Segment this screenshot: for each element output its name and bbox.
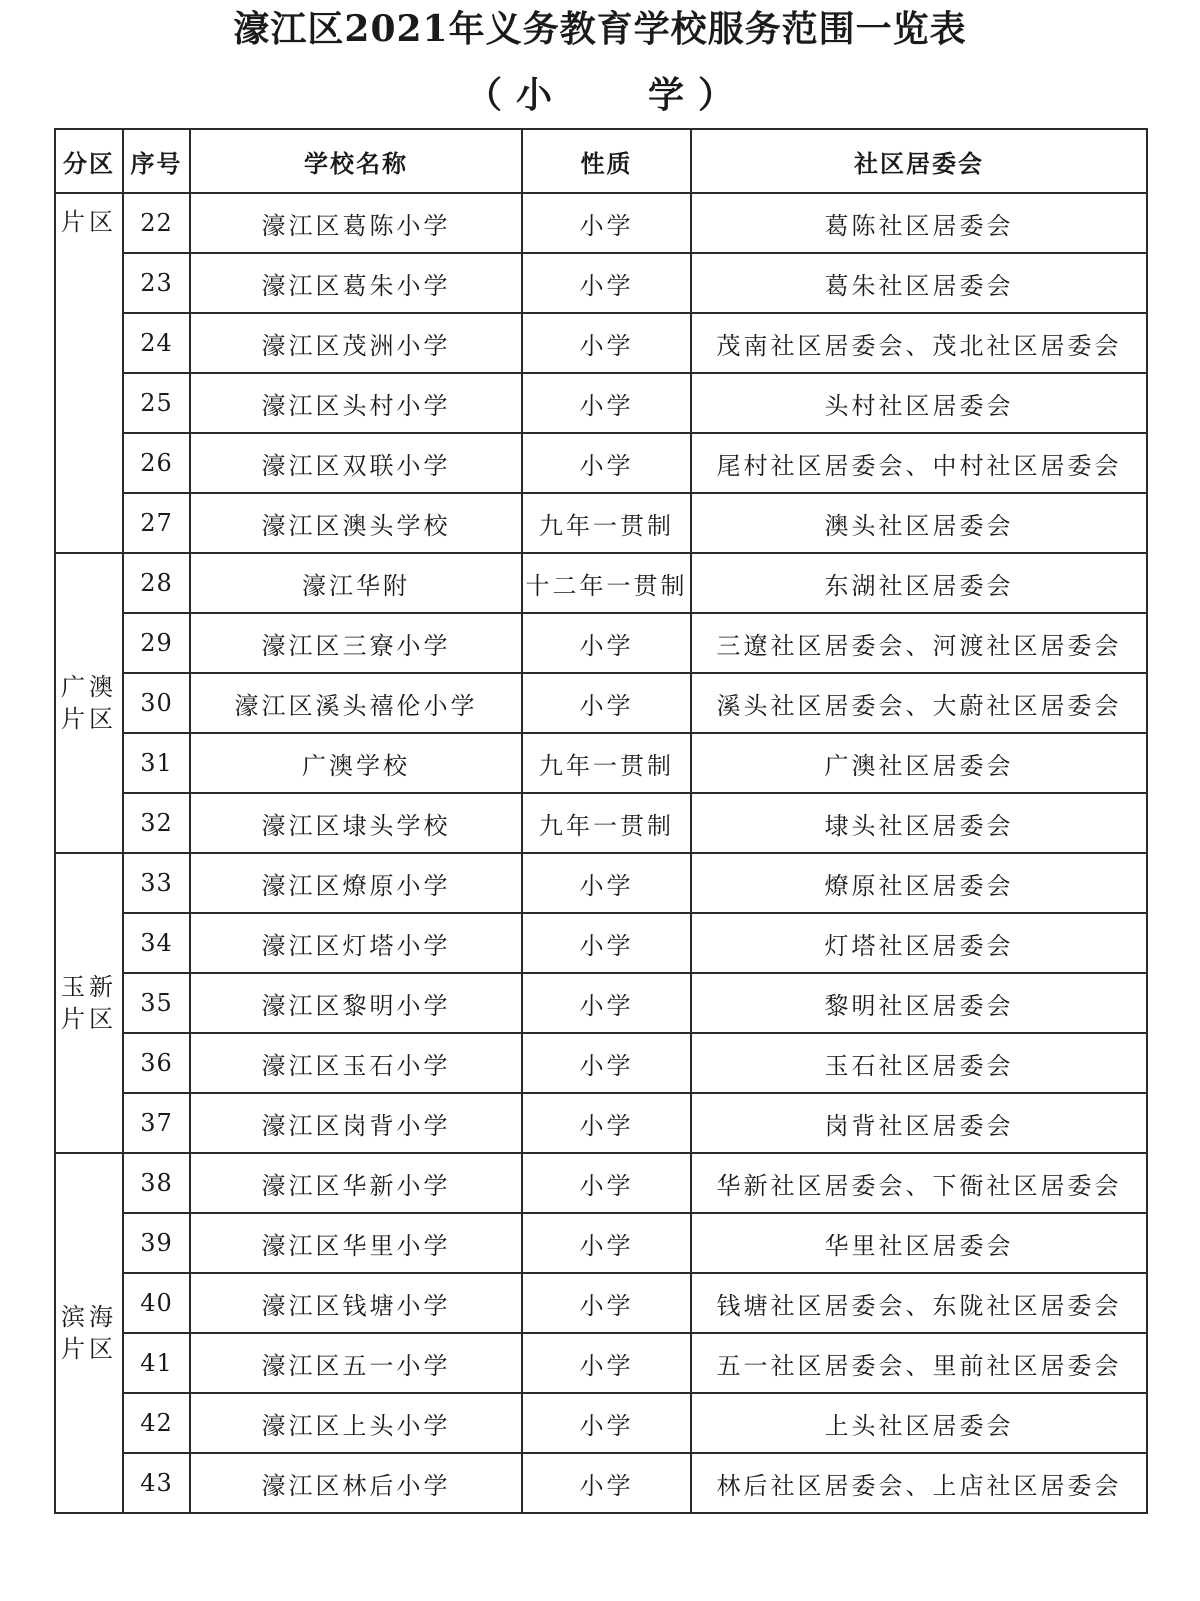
table-row	[55, 1213, 1147, 1273]
header-school-type: 性质	[522, 129, 691, 193]
school-name: 濠江区钱塘小学	[190, 1273, 522, 1333]
community: 林后社区居委会、上店社区居委会	[691, 1453, 1147, 1513]
table-row	[55, 373, 1147, 433]
row-number: 32	[123, 793, 190, 853]
school-name: 广澳学校	[190, 733, 522, 793]
community: 广澳社区居委会	[691, 733, 1147, 793]
school-name: 濠江区上头小学	[190, 1393, 522, 1453]
table-row	[55, 733, 1147, 793]
row-number: 35	[123, 973, 190, 1033]
school-type: 小学	[522, 913, 691, 973]
school-name: 濠江区埭头学校	[190, 793, 522, 853]
school-name: 濠江区溪头禧伦小学	[190, 673, 522, 733]
subtitle-open-paren: （	[465, 74, 502, 116]
community: 钱塘社区居委会、东陇社区居委会	[691, 1273, 1147, 1333]
district-label: 广澳片区	[60, 673, 117, 733]
school-type: 小学	[522, 853, 691, 913]
school-type: 小学	[522, 1453, 691, 1513]
community: 头村社区居委会	[691, 373, 1147, 433]
community: 茂南社区居委会、茂北社区居委会	[691, 313, 1147, 373]
school-name: 濠江区华里小学	[190, 1213, 522, 1273]
community: 上头社区居委会	[691, 1393, 1147, 1453]
row-number: 42	[123, 1393, 190, 1453]
document-title: 濠江区2021年义务教育学校服务范围一览表	[233, 8, 967, 50]
row-number: 37	[123, 1093, 190, 1153]
table-row	[55, 313, 1147, 373]
school-type: 小学	[522, 433, 691, 493]
table-row	[55, 973, 1147, 1033]
school-name: 濠江区头村小学	[190, 373, 522, 433]
row-number: 30	[123, 673, 190, 733]
school-name: 濠江区华新小学	[190, 1153, 522, 1213]
school-type: 小学	[522, 973, 691, 1033]
row-number: 25	[123, 373, 190, 433]
community: 华新社区居委会、下衙社区居委会	[691, 1153, 1147, 1213]
table-row	[55, 1153, 1147, 1213]
row-number: 33	[123, 853, 190, 913]
row-number: 24	[123, 313, 190, 373]
table-row	[55, 1093, 1147, 1153]
school-name: 濠江区黎明小学	[190, 973, 522, 1033]
school-name: 濠江区灯塔小学	[190, 913, 522, 973]
community: 灯塔社区居委会	[691, 913, 1147, 973]
school-type: 小学	[522, 313, 691, 373]
school-name: 濠江区葛朱小学	[190, 253, 522, 313]
subtitle-close-paren: ）	[698, 74, 735, 116]
school-name: 濠江区五一小学	[190, 1333, 522, 1393]
table-row	[55, 1453, 1147, 1513]
table-row	[55, 673, 1147, 733]
community: 尾村社区居委会、中村社区居委会	[691, 433, 1147, 493]
community: 澳头社区居委会	[691, 493, 1147, 553]
row-number: 27	[123, 493, 190, 553]
school-type: 九年一贯制	[522, 493, 691, 553]
district-cell	[55, 853, 123, 1153]
row-number: 28	[123, 553, 190, 613]
community: 燎原社区居委会	[691, 853, 1147, 913]
table-row	[55, 1273, 1147, 1333]
school-type: 十二年一贯制	[522, 553, 691, 613]
table-row	[55, 1033, 1147, 1093]
school-name: 濠江华附	[190, 553, 522, 613]
school-type: 小学	[522, 253, 691, 313]
school-type: 小学	[522, 193, 691, 253]
district-label: 玉新片区	[60, 973, 117, 1033]
school-name: 濠江区林后小学	[190, 1453, 522, 1513]
community: 五一社区居委会、里前社区居委会	[691, 1333, 1147, 1393]
table-row	[55, 913, 1147, 973]
community: 黎明社区居委会	[691, 973, 1147, 1033]
header-community: 社区居委会	[691, 129, 1147, 193]
community: 岗背社区居委会	[691, 1093, 1147, 1153]
row-number: 22	[123, 193, 190, 253]
school-type: 九年一贯制	[522, 793, 691, 853]
row-number: 39	[123, 1213, 190, 1273]
district-cell	[55, 1153, 123, 1513]
row-number: 40	[123, 1273, 190, 1333]
school-type: 小学	[522, 1033, 691, 1093]
school-type: 小学	[522, 613, 691, 673]
table-row	[55, 853, 1147, 913]
school-name: 濠江区岗背小学	[190, 1093, 522, 1153]
school-name: 濠江区燎原小学	[190, 853, 522, 913]
row-number: 31	[123, 733, 190, 793]
community: 玉石社区居委会	[691, 1033, 1147, 1093]
community: 三遼社区居委会、河渡社区居委会	[691, 613, 1147, 673]
table-row	[55, 793, 1147, 853]
row-number: 26	[123, 433, 190, 493]
school-type: 小学	[522, 1333, 691, 1393]
district-label: 片区	[60, 208, 117, 236]
district-cell	[55, 553, 123, 853]
row-number: 23	[123, 253, 190, 313]
table-header-row	[55, 129, 1147, 193]
community: 东湖社区居委会	[691, 553, 1147, 613]
row-number: 38	[123, 1153, 190, 1213]
row-number: 34	[123, 913, 190, 973]
school-type: 小学	[522, 1153, 691, 1213]
row-number: 29	[123, 613, 190, 673]
district-cell	[55, 193, 123, 553]
school-type: 小学	[522, 1273, 691, 1333]
school-type: 小学	[522, 373, 691, 433]
school-name: 濠江区三寮小学	[190, 613, 522, 673]
school-type: 小学	[522, 1393, 691, 1453]
district-label: 滨海片区	[60, 1303, 117, 1363]
table-row	[55, 553, 1147, 613]
table-row	[55, 1333, 1147, 1393]
school-type: 小学	[522, 1213, 691, 1273]
community: 溪头社区居委会、大蔚社区居委会	[691, 673, 1147, 733]
school-scope-table	[54, 128, 1148, 1514]
community: 埭头社区居委会	[691, 793, 1147, 853]
table-row	[55, 253, 1147, 313]
table-row	[55, 613, 1147, 673]
community: 葛陈社区居委会	[691, 193, 1147, 253]
header-district: 分区	[55, 129, 123, 193]
row-number: 43	[123, 1453, 190, 1513]
table-row	[55, 1393, 1147, 1453]
row-number: 41	[123, 1333, 190, 1393]
subtitle-word-1: 小	[515, 74, 552, 116]
school-name: 濠江区玉石小学	[190, 1033, 522, 1093]
school-name: 濠江区双联小学	[190, 433, 522, 493]
community: 华里社区居委会	[691, 1213, 1147, 1273]
table-row	[55, 433, 1147, 493]
header-school-name: 学校名称	[190, 129, 522, 193]
school-type: 九年一贯制	[522, 733, 691, 793]
school-type: 小学	[522, 1093, 691, 1153]
subtitle-word-2: 学	[648, 74, 685, 116]
header-number: 序号	[123, 129, 190, 193]
school-name: 濠江区澳头学校	[190, 493, 522, 553]
school-type: 小学	[522, 673, 691, 733]
community: 葛朱社区居委会	[691, 253, 1147, 313]
school-name: 濠江区茂洲小学	[190, 313, 522, 373]
table-row	[55, 193, 1147, 253]
document-subtitle	[0, 70, 1200, 120]
row-number: 36	[123, 1033, 190, 1093]
table-row	[55, 493, 1147, 553]
school-name: 濠江区葛陈小学	[190, 193, 522, 253]
